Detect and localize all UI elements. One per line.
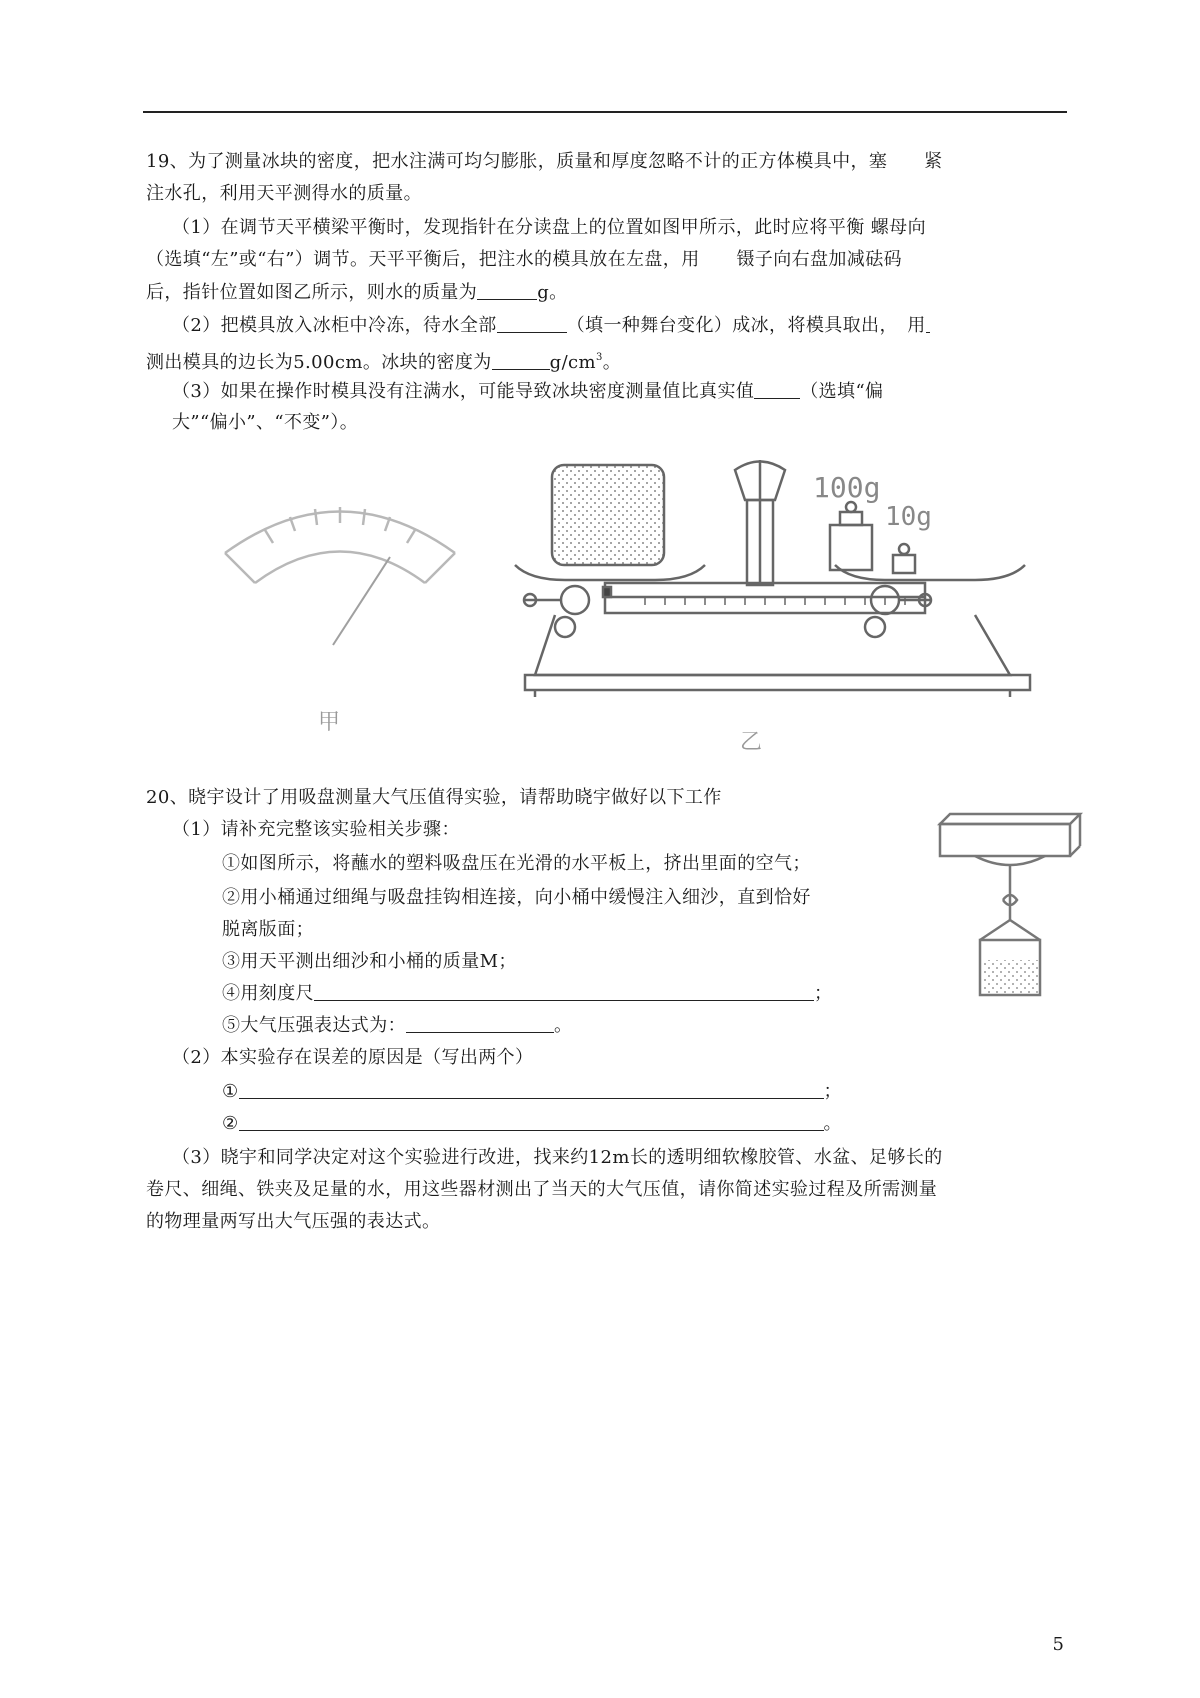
q20-error2-end: 。 (823, 1113, 842, 1134)
answer-blank-measurement[interactable] (314, 983, 814, 1001)
answer-blank-expression[interactable] (406, 1015, 554, 1033)
answer-blank-error1[interactable] (239, 1081, 824, 1099)
q20-step1: ①如图所示，将蘸水的塑料吸盘压在光滑的水平板上，挤出里面的空气； (222, 853, 811, 874)
q20-part3-line3: 的物理量两写出大气压强的表达式。 (146, 1211, 441, 1232)
q20-step3: ③用天平测出细沙和小桶的质量M； (222, 951, 517, 972)
q20-part3-line2: 卷尺、细绳、铁夹及足量的水，用这些器材测出了当天的大气压值，请你简述实验过程及所需测量 (146, 1179, 938, 1200)
q20-part3-line1: （3）晓宇和同学决定对这个实验进行改进，找来约12m长的透明细软橡胶管、水盆、足够长的 (172, 1147, 943, 1168)
q19-part3-text-a: （3）如果在操作时模具没有注满水，可能导致冰块密度测量值比真实值 (172, 381, 755, 402)
q20-step2-line1: ②用小桶通过细绳与吸盘挂钩相连接，向小桶中缓慢注入细沙，直到恰好 (222, 887, 811, 908)
q20-step5-end: 。 (554, 1015, 573, 1036)
q20-error1-label: ① (222, 1081, 239, 1102)
q20-step5 (222, 1014, 572, 1038)
q19-part2-unit-exponent: 3 (595, 352, 603, 363)
q19-part2-text-c: 测出模具的边长为5.00cm。冰块的密度为 (146, 352, 492, 373)
answer-blank-state-change[interactable] (497, 315, 567, 333)
answer-blank-mass[interactable] (477, 282, 537, 300)
q20-error1 (222, 1080, 842, 1104)
q19-stem-line1: 19、为了测量冰块的密度，把水注满可均匀膨胀，质量和厚度忽略不计的正方体模具中，塞 紧 (146, 151, 943, 172)
suction-cup-figure (935, 810, 1085, 1000)
weight-100g-label: 100g (813, 471, 881, 504)
q20-part1-heading: （1）请补充完整该实验相关步骤： (172, 819, 460, 840)
q20-step5-text: ⑤大气压强表达式为： (222, 1015, 406, 1036)
q19-part1-line3-text: 后，指针位置如图乙所示，则水的质量为 (146, 282, 478, 303)
q20-part2-heading: （2）本实验存在误差的原因是（写出两个） (172, 1047, 534, 1068)
q20-step4-text: ④用刻度尺 (222, 983, 314, 1004)
balance-figure (505, 445, 1050, 710)
figure-jia-caption: 甲 (318, 710, 341, 735)
q19-part2-period: 。 (602, 352, 622, 373)
q19-part1-line3 (146, 281, 568, 305)
q19-part2-unit: g/cm (549, 352, 596, 373)
q19-part2-text-a: （2）把模具放入冰柜中冷冻，待水全部 (172, 315, 497, 336)
q19-part3-text-b: （选填“偏 (800, 381, 884, 402)
pointer-dial-figure (215, 495, 465, 655)
figure-yi-caption: 乙 (740, 730, 763, 755)
q20-step4-end: ； (814, 983, 833, 1004)
answer-blank-density[interactable] (492, 352, 550, 370)
answer-blank-comparison[interactable] (754, 381, 800, 399)
q20-stem: 20、晓宇设计了用吸盘测量大气压值得实验，请帮助晓宇做好以下工作 (146, 787, 722, 808)
q20-error2 (222, 1112, 842, 1136)
weight-10g-label: 10g (885, 502, 932, 532)
page-number: 5 (1052, 1634, 1064, 1655)
q19-part3-line2: 大”“偏小”、“不变”）。 (172, 412, 359, 433)
q19-part2-line1 (172, 314, 930, 338)
answer-blank-tool[interactable] (926, 315, 930, 333)
q19-part3-line1 (172, 380, 883, 404)
q20-step4 (222, 982, 832, 1006)
q20-error1-end: ； (823, 1081, 842, 1102)
q20-step2-line2: 脱离版面； (222, 919, 314, 940)
q19-stem-line2: 注水孔，利用天平测得水的质量。 (146, 183, 422, 204)
q19-part1-line1: （1）在调节天平横梁平衡时，发现指针在分读盘上的位置如图甲所示，此时应将平衡 螺母向 (172, 217, 926, 238)
answer-blank-error2[interactable] (239, 1113, 824, 1131)
q19-part2-line2 (146, 346, 621, 375)
header-rule (143, 111, 1067, 113)
q19-part2-text-b: （填一种舞台变化）成冰，将模具取出， 用 (566, 315, 926, 336)
q20-error2-label: ② (222, 1113, 239, 1134)
q19-part1-unit: g。 (537, 282, 568, 303)
q19-part1-line2: （选填“左”或“右”）调节。天平平衡后，把注水的模具放在左盘，用 镊子向右盘加减砝码 (146, 249, 903, 270)
